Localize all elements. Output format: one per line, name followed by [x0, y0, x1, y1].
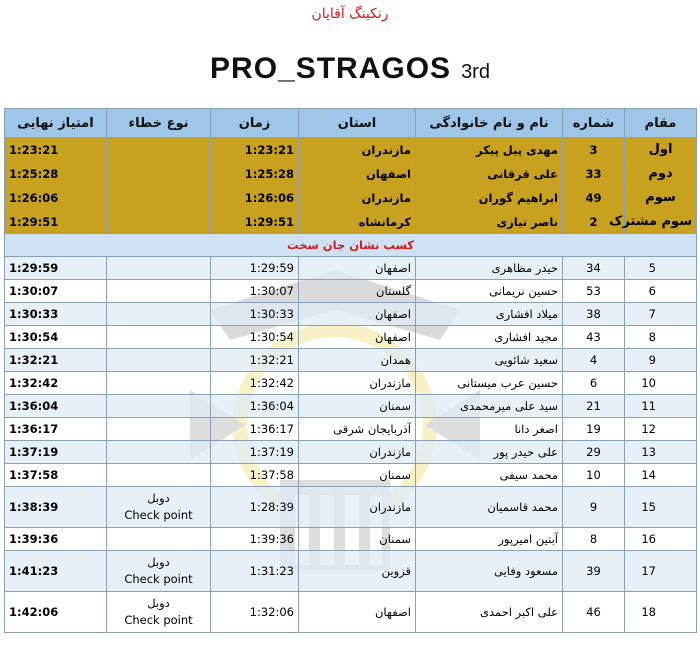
cell-penalty: [107, 303, 211, 326]
cell-penalty: [107, 487, 211, 528]
cell-bib: 10: [563, 464, 625, 487]
cell-total: 1:41:23: [5, 551, 107, 592]
cell-province: کرمانشاه: [299, 210, 416, 234]
cell-rank: 9: [625, 349, 697, 372]
cell-penalty: [107, 528, 211, 551]
cell-total: 1:25:28: [5, 162, 107, 186]
penalty-line: دوبل: [147, 491, 170, 505]
cell-province: گلستان: [299, 280, 416, 303]
cell-penalty: [107, 551, 211, 592]
cell-time: 1:36:17: [211, 418, 299, 441]
cell-rank: سوم مشترک: [625, 210, 697, 234]
cell-province: مازندران: [299, 186, 416, 210]
cell-name: مجید افشاری: [416, 326, 563, 349]
cell-name: حسین نریمانی: [416, 280, 563, 303]
cell-name: محمد سیفی: [416, 464, 563, 487]
cell-rank: سوم: [625, 186, 697, 210]
cell-total: 1:23:21: [5, 138, 107, 162]
table-row: [5, 395, 697, 418]
cell-penalty: [107, 280, 211, 303]
cell-penalty: [107, 441, 211, 464]
cell-bib: 43: [563, 326, 625, 349]
cell-province: اصفهان: [299, 162, 416, 186]
cell-rank: 16: [625, 528, 697, 551]
category-title: رنکینگ آقایان: [311, 6, 389, 22]
table-row: [5, 349, 697, 372]
results-table: [4, 108, 697, 633]
cell-time: 1:30:07: [211, 280, 299, 303]
cell-province: اصفهان: [299, 257, 416, 280]
cell-province: مازندران: [299, 487, 416, 528]
cell-province: قزوین: [299, 551, 416, 592]
cell-name: ناصر نیازی: [416, 210, 563, 234]
cell-name: علی قرقانی: [416, 162, 563, 186]
col-total: امتیاز نهایی: [5, 109, 107, 138]
cell-bib: 4: [563, 349, 625, 372]
cell-name: مسعود وفایی: [416, 551, 563, 592]
cell-time: 1:29:59: [211, 257, 299, 280]
cell-province: مازندران: [299, 441, 416, 464]
table-row: [5, 303, 697, 326]
cell-name: سعید شائویی: [416, 349, 563, 372]
section-title: کسب نشان جان سخت: [5, 234, 697, 257]
penalty-line: دوبل: [147, 596, 170, 610]
col-province: استان: [299, 109, 416, 138]
event-name: PRO_STRAGOS: [210, 52, 452, 85]
cell-rank: 18: [625, 592, 697, 633]
table-row: [5, 186, 697, 210]
cell-province: همدان: [299, 349, 416, 372]
table-row: [5, 592, 697, 633]
penalty-line: Check point: [124, 508, 193, 522]
cell-time: 1:26:06: [211, 186, 299, 210]
cell-rank: 17: [625, 551, 697, 592]
cell-rank: دوم: [625, 162, 697, 186]
table-row: [5, 418, 697, 441]
cell-total: 1:30:54: [5, 326, 107, 349]
results-body: [5, 138, 697, 633]
cell-total: 1:38:39: [5, 487, 107, 528]
cell-bib: 46: [563, 592, 625, 633]
cell-bib: 38: [563, 303, 625, 326]
penalty-line: Check point: [124, 613, 193, 627]
cell-time: 1:30:54: [211, 326, 299, 349]
cell-rank: 7: [625, 303, 697, 326]
cell-province: اصفهان: [299, 326, 416, 349]
cell-penalty: [107, 395, 211, 418]
cell-bib: 34: [563, 257, 625, 280]
cell-total: 1:32:21: [5, 349, 107, 372]
cell-rank: 8: [625, 326, 697, 349]
cell-province: سمنان: [299, 528, 416, 551]
cell-name: علی حیدر پور: [416, 441, 563, 464]
cell-bib: 33: [563, 162, 625, 186]
cell-rank: 5: [625, 257, 697, 280]
cell-time: 1:32:21: [211, 349, 299, 372]
cell-rank: 6: [625, 280, 697, 303]
cell-name: مهدی پیل پیکر: [416, 138, 563, 162]
cell-time: 1:37:19: [211, 441, 299, 464]
penalty-line: Check point: [124, 572, 193, 586]
table-row: [5, 487, 697, 528]
cell-time: 1:23:21: [211, 138, 299, 162]
cell-time: 1:25:28: [211, 162, 299, 186]
penalty-line: دوبل: [147, 555, 170, 569]
cell-penalty: [107, 257, 211, 280]
table-row: [5, 280, 697, 303]
cell-penalty: [107, 418, 211, 441]
cell-province: اصفهان: [299, 303, 416, 326]
table-row: [5, 257, 697, 280]
cell-total: 1:30:07: [5, 280, 107, 303]
cell-province: مازندران: [299, 372, 416, 395]
cell-total: 1:30:33: [5, 303, 107, 326]
table-row: [5, 326, 697, 349]
cell-total: 1:29:51: [5, 210, 107, 234]
section-row: [5, 234, 697, 257]
cell-time: 1:29:51: [211, 210, 299, 234]
table-row: [5, 162, 697, 186]
cell-penalty: [107, 326, 211, 349]
table-row: [5, 138, 697, 162]
col-name: نام و نام خانوادگی: [416, 109, 563, 138]
event-title: [0, 52, 700, 86]
cell-penalty: [107, 349, 211, 372]
cell-rank: 11: [625, 395, 697, 418]
cell-time: 1:37:58: [211, 464, 299, 487]
cell-time: 1:32:06: [211, 592, 299, 633]
cell-total: 1:36:17: [5, 418, 107, 441]
cell-name: حسین عرب میستانی: [416, 372, 563, 395]
cell-name: سید علی میرمحمدی: [416, 395, 563, 418]
cell-total: 1:32:42: [5, 372, 107, 395]
cell-time: 1:32:42: [211, 372, 299, 395]
cell-province: آذربایجان شرقی: [299, 418, 416, 441]
cell-penalty: [107, 464, 211, 487]
cell-bib: 49: [563, 186, 625, 210]
cell-bib: 6: [563, 372, 625, 395]
cell-total: 1:39:36: [5, 528, 107, 551]
cell-bib: 21: [563, 395, 625, 418]
cell-bib: 9: [563, 487, 625, 528]
cell-name: ابراهیم گوران: [416, 186, 563, 210]
cell-name: حیدر مظاهری: [416, 257, 563, 280]
cell-rank: اول: [625, 138, 697, 162]
table-row: [5, 551, 697, 592]
cell-penalty: [107, 372, 211, 395]
cell-bib: 53: [563, 280, 625, 303]
cell-penalty: [107, 592, 211, 633]
cell-total: 1:42:06: [5, 592, 107, 633]
cell-bib: 8: [563, 528, 625, 551]
table-row: [5, 372, 697, 395]
cell-time: 1:30:33: [211, 303, 299, 326]
cell-time: 1:31:23: [211, 551, 299, 592]
col-bib: شماره: [563, 109, 625, 138]
cell-name: اصغر دانا: [416, 418, 563, 441]
cell-penalty: [107, 162, 211, 186]
cell-time: 1:36:04: [211, 395, 299, 418]
event-class: 3rd: [461, 61, 490, 83]
cell-name: محمد قاسمیان: [416, 487, 563, 528]
cell-rank: 13: [625, 441, 697, 464]
cell-time: 1:28:39: [211, 487, 299, 528]
cell-bib: 19: [563, 418, 625, 441]
cell-bib: 3: [563, 138, 625, 162]
col-penalty: نوع خطاء: [107, 109, 211, 138]
cell-bib: 39: [563, 551, 625, 592]
col-time: زمان: [211, 109, 299, 138]
cell-province: سمنان: [299, 395, 416, 418]
cell-total: 1:29:59: [5, 257, 107, 280]
cell-bib: 29: [563, 441, 625, 464]
cell-penalty: [107, 210, 211, 234]
cell-rank: 15: [625, 487, 697, 528]
cell-name: آبتین امیرپور: [416, 528, 563, 551]
cell-total: 1:37:19: [5, 441, 107, 464]
table-row: [5, 441, 697, 464]
cell-rank: 14: [625, 464, 697, 487]
cell-rank: 12: [625, 418, 697, 441]
cell-name: علی اکبر احمدی: [416, 592, 563, 633]
cell-bib: 2: [563, 210, 625, 234]
col-rank: مقام: [625, 109, 697, 138]
table-row: [5, 464, 697, 487]
cell-province: مازندران: [299, 138, 416, 162]
table-row: [5, 528, 697, 551]
table-row: [5, 210, 697, 234]
cell-penalty: [107, 138, 211, 162]
cell-rank: 10: [625, 372, 697, 395]
cell-penalty: [107, 186, 211, 210]
table-header-row: [5, 109, 697, 138]
cell-name: میلاد افشاری: [416, 303, 563, 326]
cell-province: سمنان: [299, 464, 416, 487]
cell-province: اصفهان: [299, 592, 416, 633]
cell-total: 1:37:58: [5, 464, 107, 487]
cell-total: 1:36:04: [5, 395, 107, 418]
cell-time: 1:39:36: [211, 528, 299, 551]
cell-total: 1:26:06: [5, 186, 107, 210]
